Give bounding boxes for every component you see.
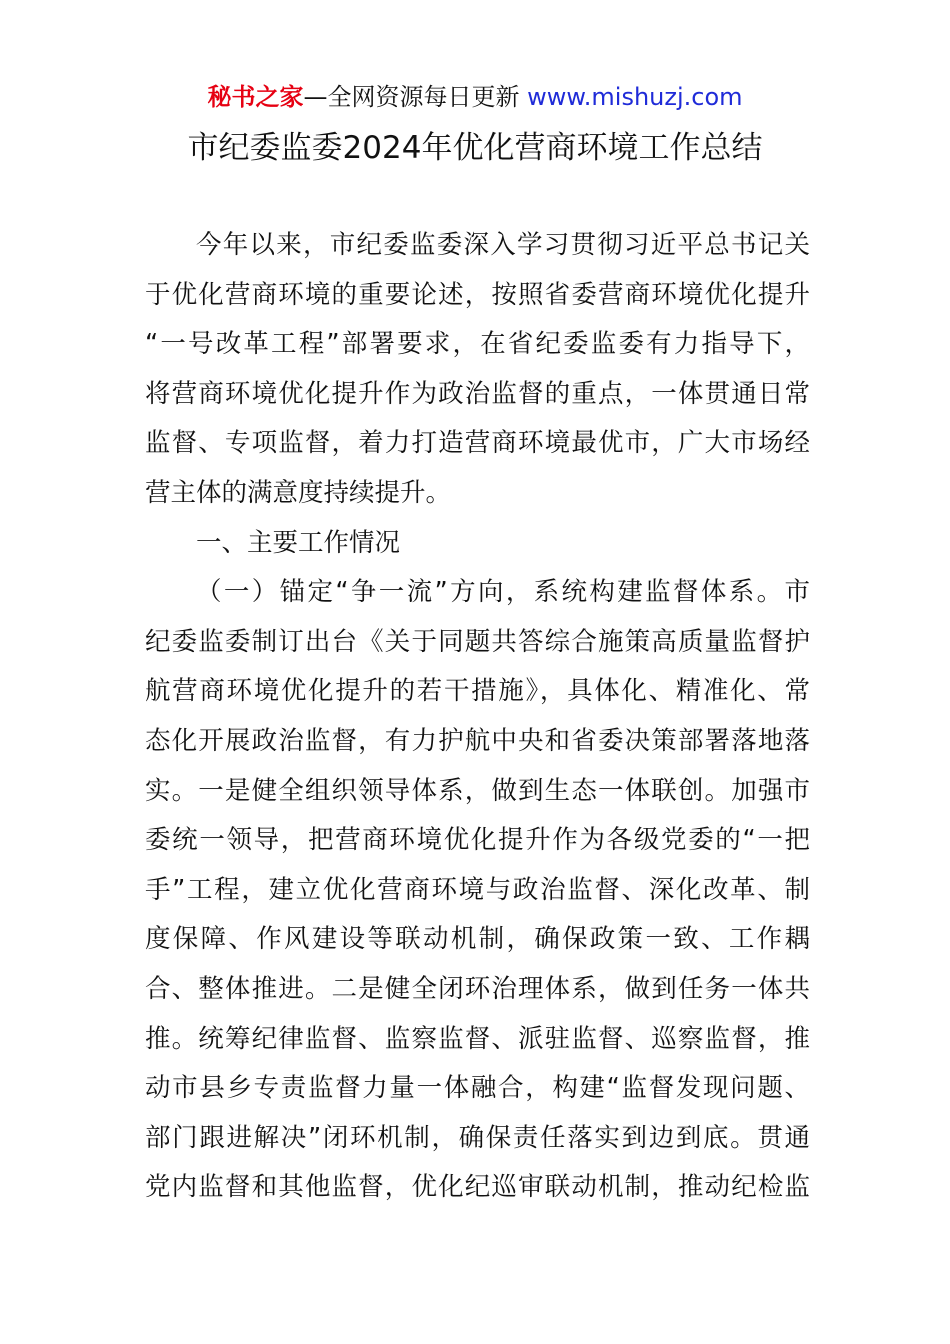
paragraph-line: 于优化营商环境的重要论述，按照省委营商环境优化提升 [145,279,810,310]
paragraph-line: “一号改革工程”部署要求，在省纪委监委有力指导下， [145,329,810,360]
paragraph-line: 委统一领导，把营商环境优化提升作为各级党委的“一把 [145,825,810,856]
paragraph-line: 部门跟进解决”闭环机制，确保责任落实到边到底。贯通 [145,1122,810,1153]
site-header [0,80,950,114]
paragraph-line: 党内监督和其他监督，优化纪巡审联动机制，推动纪检监 [145,1172,810,1203]
paragraph-line: 推。统筹纪律监督、监察监督、派驻监督、巡察监督，推 [145,1023,810,1054]
paragraph-line: 今年以来，市纪委监委深入学习贯彻习近平总书记关 [196,230,810,260]
document-title: 市纪委监委2024年优化营商环境工作总结 [187,130,763,166]
paragraph-line: 度保障、作风建设等联动机制，确保政策一致、工作耦 [145,924,810,955]
paragraph-line: 合、整体推进。二是健全闭环治理体系，做到任务一体共 [145,973,810,1004]
section-heading: 一、主要工作情况 [196,527,401,558]
paragraph-line: 动市县乡专责监督力量一体融合，构建“监督发现问题、 [145,1073,810,1104]
paragraph-line: 监督、专项监督，着力打造营商环境最优市，广大市场经 [145,428,810,459]
paragraph-line: 实。一是健全组织领导体系，做到生态一体联创。加强市 [145,775,810,806]
site-slogan: —全网资源每日更新 [303,83,528,111]
paragraph-line: 态化开展政治监督，有力护航中央和省委决策部署落地落 [145,725,810,756]
paragraph-line: 纪委监委制订出台《关于同题共答综合施策高质量监督护 [145,626,810,657]
site-brand: 秘书之家 [207,83,304,111]
paragraph-line: 将营商环境优化提升作为政治监督的重点，一体贯通日常 [145,378,810,409]
document-body [145,221,810,1213]
paragraph-line: 航营商环境优化提升的若干措施》，具体化、精准化、常 [145,676,810,707]
paragraph-line: 营主体的满意度持续提升。 [145,477,452,508]
paragraph-line: （一）锚定“争一流”方向，系统构建监督体系。市 [196,577,810,608]
site-url-link[interactable]: www.mishuzj.com [527,83,743,111]
paragraph-line: 手”工程，建立优化营商环境与政治监督、深化改革、制 [145,874,810,905]
